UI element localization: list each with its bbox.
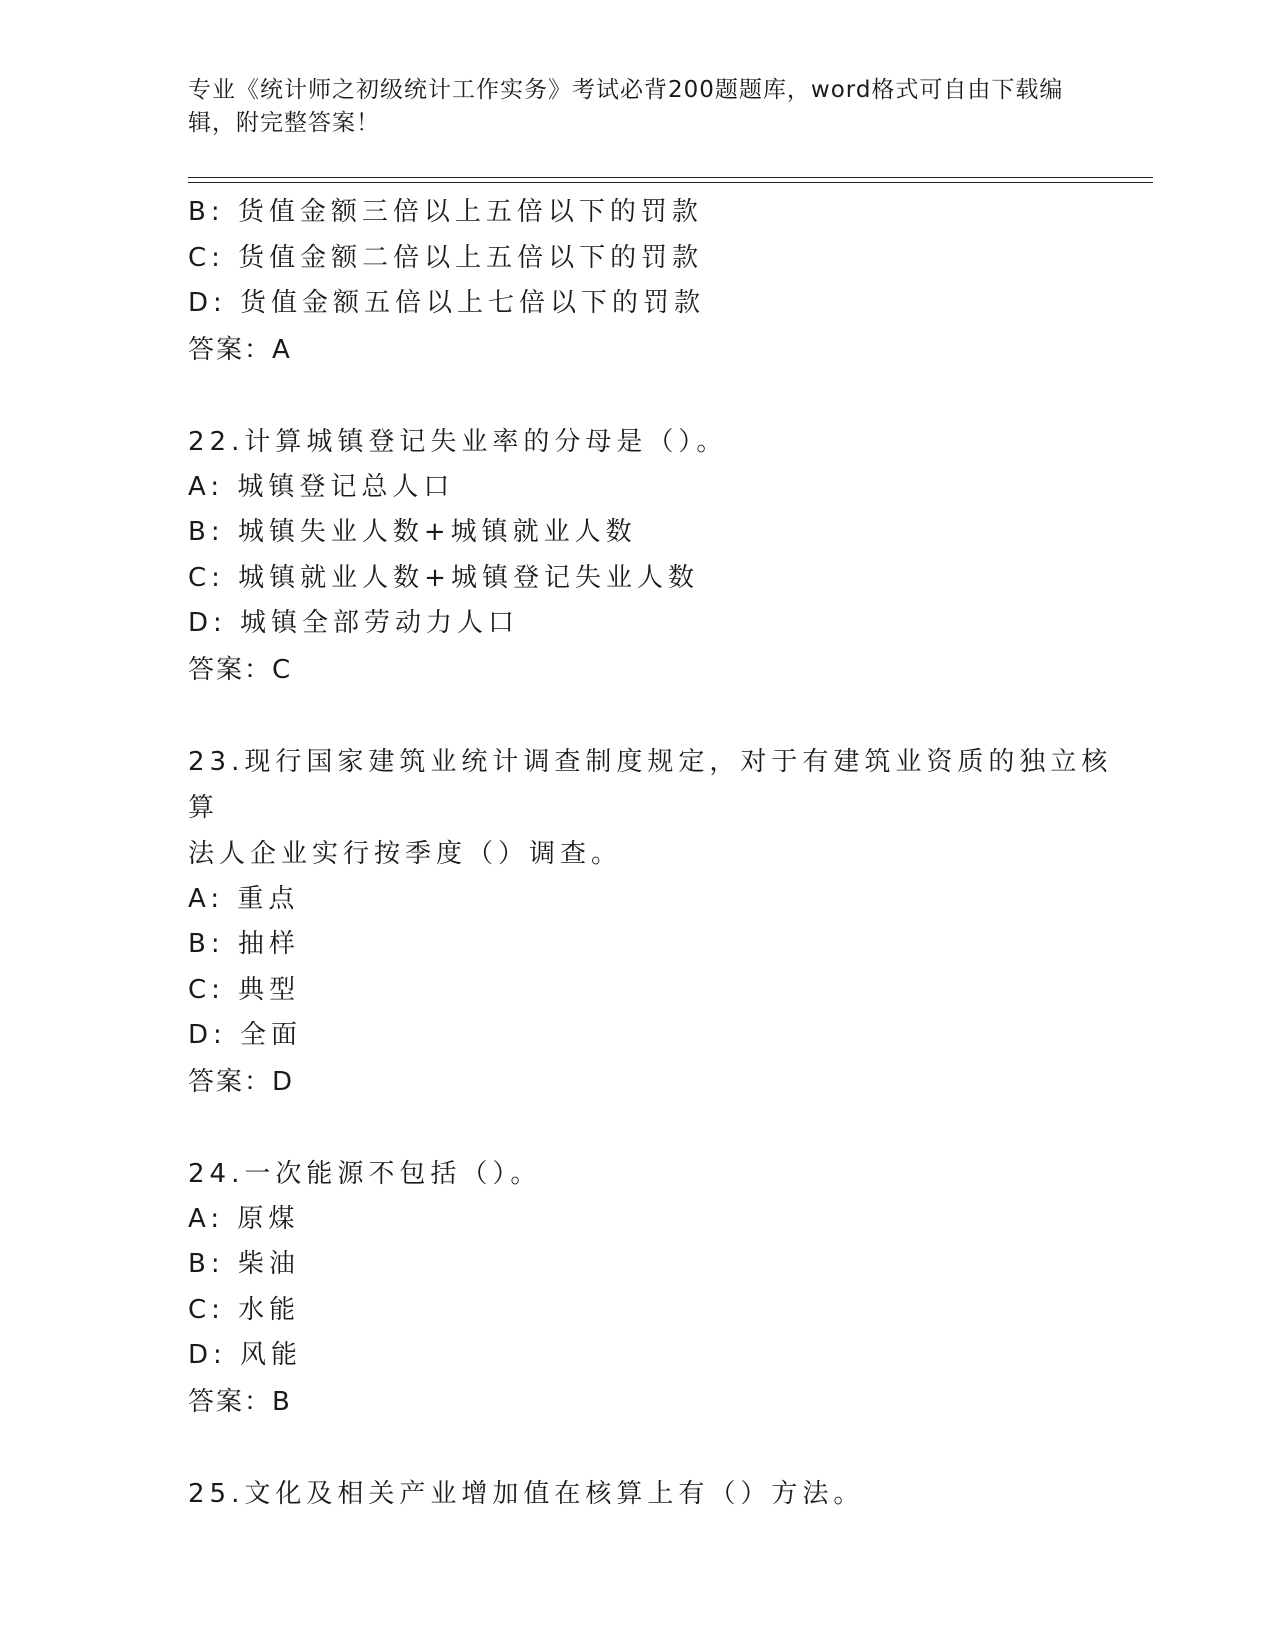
option-d: D: 风能 <box>188 1340 303 1370</box>
option-d: D: 城镇全部劳动力人口 <box>188 608 520 638</box>
option-d: D: 货值金额五倍以上七倍以下的罚款 <box>188 288 706 318</box>
option-a: A: 原煤 <box>188 1203 300 1234</box>
option-a: A: 城镇登记总人口 <box>188 471 455 502</box>
document-title: 专业《统计师之初级统计工作实务》考试必背200题题库，word格式可自由下载编辑，附完整答案！ <box>188 77 1064 136</box>
option-a: A: 重点 <box>188 883 300 914</box>
question-text: 24.一次能源不包括（）。 <box>188 1158 542 1189</box>
question-23 <box>188 739 1128 1105</box>
option-b: B: 货值金额三倍以上五倍以下的罚款 <box>188 197 703 227</box>
question-text-line-2: 法人企业实行按季度（）调查。 <box>188 838 623 869</box>
question-text: 22.计算城镇登记失业率的分母是（）。 <box>188 426 728 457</box>
question-21-partial <box>188 190 1128 373</box>
answer: 答案：A <box>188 334 292 365</box>
answer: 答案：B <box>188 1386 292 1417</box>
option-c: C: 典型 <box>188 974 301 1005</box>
question-list <box>188 190 1128 1517</box>
question-text: 25.文化及相关产业增加值在核算上有（）方法。 <box>188 1478 865 1509</box>
option-c: C: 城镇就业人数+城镇登记失业人数 <box>188 562 699 593</box>
header-divider-top <box>188 177 1153 178</box>
option-b: B: 城镇失业人数+城镇就业人数 <box>188 517 637 547</box>
question-22 <box>188 419 1128 693</box>
document-header <box>188 74 1088 140</box>
option-c: C: 货值金额二倍以上五倍以下的罚款 <box>188 242 704 273</box>
question-25 <box>188 1471 1128 1517</box>
question-24 <box>188 1151 1128 1425</box>
answer: 答案：D <box>188 1066 295 1097</box>
option-c: C: 水能 <box>188 1294 301 1325</box>
header-divider-bottom <box>188 182 1153 183</box>
option-b: B: 抽样 <box>188 929 300 959</box>
question-text-line-1: 23.现行国家建筑业统计调查制度规定，对于有建筑业资质的独立核算 <box>188 746 1113 823</box>
option-d: D: 全面 <box>188 1020 303 1050</box>
option-b: B: 柴油 <box>188 1249 300 1279</box>
answer: 答案：C <box>188 654 293 685</box>
